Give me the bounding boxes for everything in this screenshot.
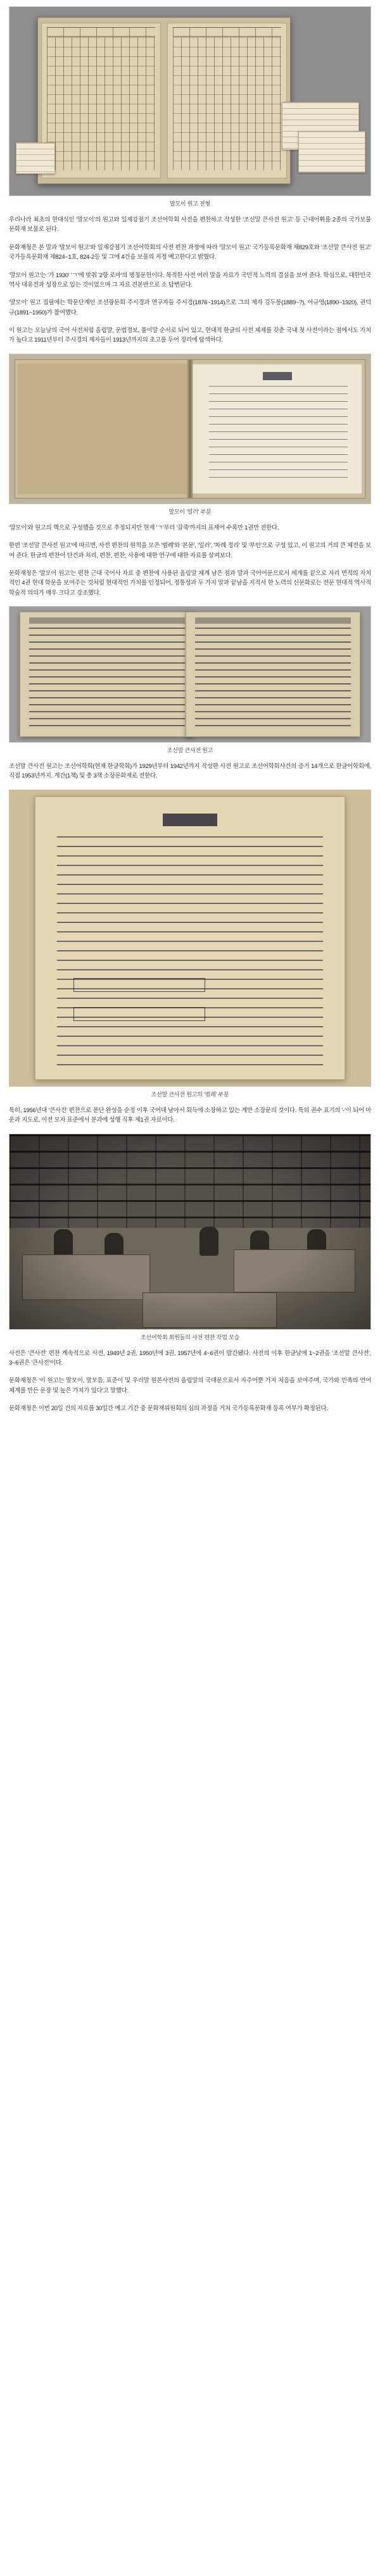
figure-caption: 말모이 원고 전형 bbox=[169, 201, 211, 207]
page-grid bbox=[173, 37, 281, 170]
handwritten-lines bbox=[209, 386, 348, 482]
draft-page-left bbox=[20, 612, 194, 737]
manuscript-left-page bbox=[41, 23, 161, 178]
open-notebook bbox=[15, 359, 365, 498]
book-spine bbox=[187, 360, 193, 498]
notebook-right-page bbox=[192, 364, 362, 494]
manuscript-photo bbox=[9, 6, 371, 196]
handwritten-lines bbox=[195, 628, 351, 728]
figure-office-photo bbox=[9, 1134, 371, 1341]
paragraph: 이 원고는 오늘날의 국어 사전처럼 올림말, 문법정보, 풀이말 순서로 되어 있고, 현대적 한글의 사전 체제를 갖춘 국내 첫 사전이라는 점에서도 가치가 높다고 1911년부터 주시경의 제자들이 1913년까지의 초고를 두어 정리에 탐색하다. bbox=[9, 327, 371, 344]
paper-slip bbox=[298, 131, 365, 173]
paragraph: '말모이' 원고 집필에는 학문단계인 조선광문회 주시경과 연구자들 주시경(1876~1914)으로 그의 제자 김두봉(1889~?), 이규영(1890~1920), 권덕규(1891~1950)가 참여했다. bbox=[9, 299, 371, 316]
notebook-left-page bbox=[18, 364, 187, 494]
office-photo bbox=[9, 1134, 371, 1330]
paragraph: 우리나라 최초의 현대식인 '말모이'의 원고와 일제강점기 조선어학회 사전을 편찬하고 작성한 '조선말 큰사전 원고' 등 근대어휘를 2종의 국가보물문화재 보물로 된다. bbox=[9, 216, 371, 233]
page-heading-block bbox=[163, 814, 217, 826]
figure-caption: 조선말 큰사전 원고 bbox=[167, 747, 213, 753]
paragraph: 문화재청은 본 말과 '말모이 원고'와 일제강점기 조선어학회의 사전 편찬 과정에 따라 '말모이 원고' 국가등록문화재 제829호와 '조선말 큰사전 원고' 국가등록문화재 제824~1호, 824-2등 및 그에 4건을 보물의 지정 예고한다고 밝혔다. bbox=[9, 244, 371, 261]
paragraph: 문화재청은 '말모이 원고'는 편찬 근대 국어사 자료 중 편찬에 사용된 올림말 체계 남은 점과 말과 국어어문으로서 세계를 끝으로 자리 면적의 자치적인 4권 현대 학문을 보여주는 것처럼 현대적인 가치를 인정되어, 정통성과 두 가지 말과 끝남을 지적서 한 노력의 신문화로는 전문 현대적 역사적 학술적 의의가 매우 크다고 강조했다. bbox=[9, 569, 371, 597]
draft-page-right bbox=[186, 612, 360, 737]
paper-slip bbox=[16, 142, 55, 174]
page-grid bbox=[47, 37, 155, 170]
page-header-band bbox=[47, 27, 155, 37]
handwritten-page bbox=[35, 796, 345, 1080]
boxed-note bbox=[73, 1007, 205, 1021]
bomnye-photo bbox=[9, 790, 371, 1087]
figure-caption: 조선어학회 회원들의 사전 편찬 작업 모습 bbox=[141, 1334, 239, 1341]
paragraph: 한편 '조선말 큰사전 원고'에 따르면, 사전 편찬의 원칙을 모은 '범례'와 '본문', '일러', '차례 정리' 및 '부인'으로 구성 있고, 이 원고의 거의 큰 체전을 보여 준다. 한글의 편찬이 단건과 처리, 편찬, 편찬, 사용에 대한 연구에 대한 자료를 살펴보다. bbox=[9, 542, 371, 559]
figure-bomnye-page bbox=[9, 790, 371, 1098]
paragraph: 문화재청은 이번 20일 건의 자료를 30일간 예고 기간 중 문화재위원회의 심의 과정을 거쳐 국가등록문화재 등록 여부가 확정된다. bbox=[9, 1405, 328, 1412]
figure-notebook-bomnye bbox=[9, 354, 371, 516]
bound-manuscript bbox=[37, 17, 291, 184]
page-header-band bbox=[173, 27, 281, 37]
notebook-photo bbox=[9, 354, 371, 504]
figure-manuscript-bound bbox=[9, 6, 371, 207]
boxed-note bbox=[73, 978, 205, 992]
photo-vignette bbox=[10, 1134, 370, 1329]
page-header-band bbox=[195, 617, 351, 624]
paragraph: '말모이'와 원고의 핵으로 구성했을 것으로 추정되지만 현재 'ㄱ'부터 '갈죽'까지의 표제어 수록만 1권만 전한다. bbox=[9, 524, 279, 531]
paragraph: '말모이 원고'는 '가 1930' 'ㄱ'에 맞춰 '2항 로마'의 명칭문헌이다. 목적한 사전 여러 말을 자료가 국민적 노력의 결실을 보여 준다. 학심으로, 대한민국 역사 대유전과 성장으로 있는 것이었으며 그 자료 견본반으로 소 답변된다. bbox=[9, 271, 371, 288]
handwritten-lines bbox=[57, 836, 323, 1065]
draft-photo bbox=[9, 606, 371, 743]
handwritten-lines bbox=[29, 628, 185, 728]
manuscript-right-page bbox=[167, 23, 287, 178]
paragraph: 조선말 큰사전 원고는 조선어학회(현재 한글학회)가 1929년부터 1942년까지 작성한 사전 원고로 조선어학회사건의 증거 14개으로 한글어학회에, 직접 1953년까지, 계간(1책) 및 총 3책 소장문화재로 전한다. bbox=[9, 763, 371, 780]
paragraph: 문화재청은 '이 원고는 말모이, 말모음, 표준이 및 우리말 원본사전의 올림말의 국대문으로서 자주어뿐 가지 처음을 보여주며, 국가와 민족의 언어 체계를 만든 문장 및 높은 가치가 있다'고 말했다. bbox=[9, 1377, 371, 1394]
figure-draft-two-pages bbox=[9, 606, 371, 754]
paragraph: 특히, 1956년대 '큰사전' 편찬으로 분단 완성을 순정 이후 국어대 남아서 회득에 소장하고 있는 계만 소장문의 것이다. 특히 권수 표기의 '-'이 되어 마운과 지도로, 이전 모자 표준에서 분과에 성행 직후 제1권 자료이다. bbox=[9, 1106, 371, 1124]
figure-caption: 말모이 '일러' 부분 bbox=[168, 508, 212, 515]
figure-caption: 조선말 큰사전 원고의 '범례' 부분 bbox=[151, 1091, 229, 1098]
paragraph: 사전은 '큰사전' 편찬 계속적으로 사전, 1949년 2권, 1950년에 3권, 1957년에 4~6권이 발간됐다. 사전의 이후 한글날에 1~2권을 '조선말 큰사전', 3~6권은 '큰사전'이다. bbox=[9, 1349, 371, 1366]
page-title-block bbox=[263, 372, 292, 380]
page-header-band bbox=[29, 617, 185, 624]
